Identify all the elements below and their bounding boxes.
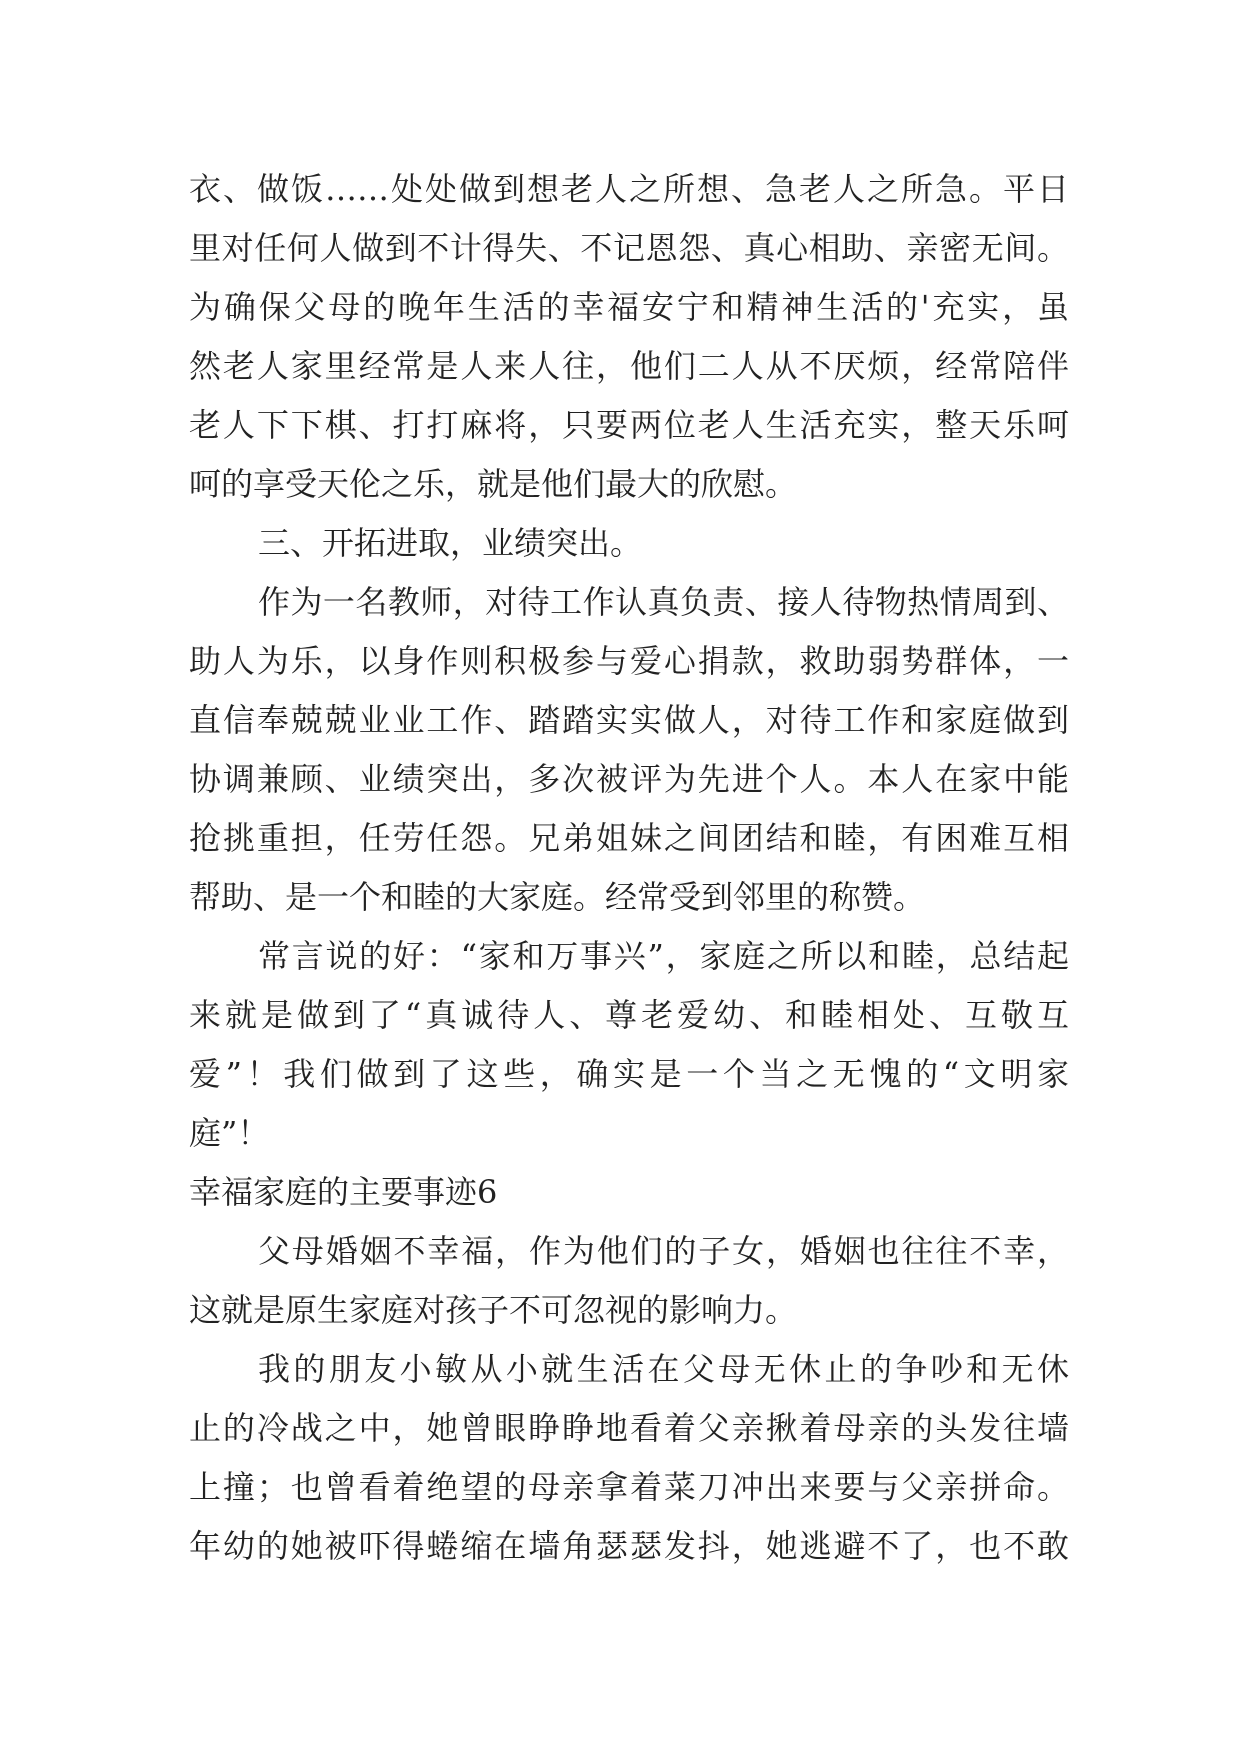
text-line: 助人为乐，以身作则积极参与爱心捐款，救助弱势群体，一 [189, 642, 1069, 680]
text-line: 协调兼顾、业绩突出，多次被评为先进个人。本人在家中能 [189, 760, 1069, 798]
text-line: 庭”！ [189, 1114, 270, 1152]
article-title: 幸福家庭的主要事迹6 [189, 1173, 498, 1211]
text-line: 父母婚姻不幸福，作为他们的子女，婚姻也往往不幸， [258, 1232, 1069, 1270]
text-line: 为确保父母的晚年生活的幸福安宁和精神生活的'充实，虽 [189, 288, 1069, 326]
document-body [189, 160, 1069, 1576]
text-line: 然老人家里经常是人来人往，他们二人从不厌烦，经常陪伴 [189, 347, 1069, 385]
text-line: 来就是做到了“真诚待人、尊老爱幼、和睦相处、互敬互 [189, 996, 1069, 1034]
text-line: 呵的享受天伦之乐，就是他们最大的欣慰。 [189, 465, 798, 503]
text-line: 上撞；也曾看着绝望的母亲拿着菜刀冲出来要与父亲拼命。 [189, 1468, 1069, 1506]
text-line: 里对任何人做到不计得失、不记恩怨、真心相助、亲密无间。 [189, 229, 1069, 267]
text-line: 这就是原生家庭对孩子不可忽视的影响力。 [189, 1291, 798, 1329]
text-line: 止的冷战之中，她曾眼睁睁地看着父亲揪着母亲的头发往墙 [189, 1409, 1069, 1447]
text-line: 我的朋友小敏从小就生活在父母无休止的争吵和无休 [258, 1350, 1069, 1388]
text-line: 老人下下棋、打打麻将，只要两位老人生活充实，整天乐呵 [189, 406, 1069, 444]
text-line: 直信奉兢兢业业工作、踏踏实实做人，对待工作和家庭做到 [189, 701, 1069, 739]
text-line: 衣、做饭……处处做到想老人之所想、急老人之所急。平日 [189, 170, 1069, 208]
section-heading: 三、开拓进取，业绩突出。 [258, 524, 643, 562]
text-line: 常言说的好：“家和万事兴”，家庭之所以和睦，总结起 [258, 937, 1069, 975]
text-line: 帮助、是一个和睦的大家庭。经常受到邻里的称赞。 [189, 878, 926, 916]
text-line: 年幼的她被吓得蜷缩在墙角瑟瑟发抖，她逃避不了，也不敢 [189, 1527, 1069, 1565]
text-line: 作为一名教师，对待工作认真负责、接人待物热情周到、 [258, 583, 1069, 621]
text-line: 爱”！我们做到了这些，确实是一个当之无愧的“文明家 [189, 1055, 1069, 1093]
text-line: 抢挑重担，任劳任怨。兄弟姐妹之间团结和睦，有困难互相 [189, 819, 1069, 857]
